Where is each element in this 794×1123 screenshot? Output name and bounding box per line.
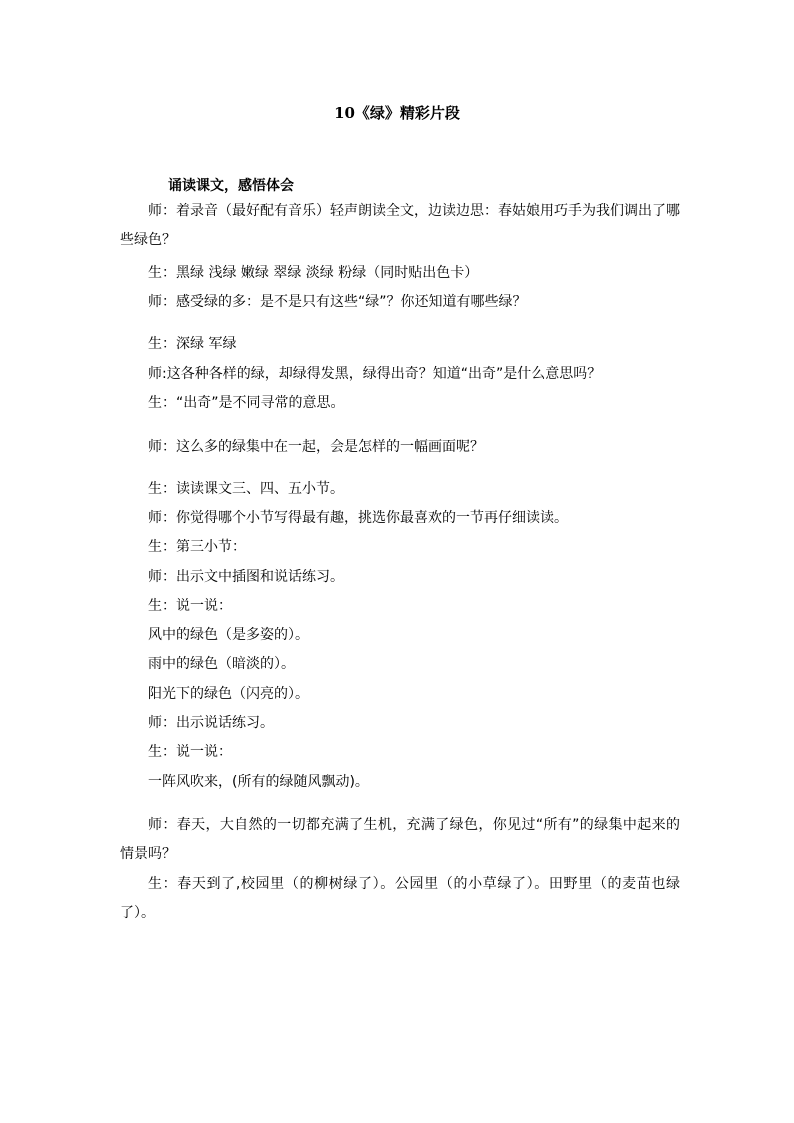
paragraph-19: 师：春天，大自然的一切都充满了生机，充满了绿色，你见过“所有”的绿集中起来的情景吗？ — [120, 817, 680, 862]
paragraph-11: 师：出示文中插图和说话练习。 — [148, 569, 344, 585]
paragraph-18: 一阵风吹来，(所有的绿随风飘动)。 — [148, 774, 369, 790]
paragraph-12: 生：说一说： — [148, 598, 232, 614]
paragraph-10: 生：第三小节： — [148, 539, 246, 555]
paragraph-9: 师：你觉得哪个小节写得最有趣，挑选你最喜欢的一节再仔细读读。 — [148, 510, 568, 526]
section-heading: 诵读课文，感悟体会 — [168, 178, 294, 194]
paragraph-2: 生：黑绿 浅绿 嫩绿 翠绿 淡绿 粉绿（同时贴出色卡） — [148, 265, 479, 281]
paragraph-8: 生：读读课文三、四、五小节。 — [148, 481, 344, 497]
paragraph-6: 生：“出奇”是不同寻常的意思。 — [148, 395, 345, 411]
paragraph-17: 生：说一说： — [148, 744, 232, 760]
document-title: 10《绿》精彩片段 — [334, 104, 460, 122]
paragraph-15: 阳光下的绿色（闪亮的）。 — [148, 686, 309, 702]
paragraph-16: 师：出示说话练习。 — [148, 715, 274, 731]
paragraph-1: 师：着录音（最好配有音乐）轻声朗读全文，边读边思：春姑娘用巧手为我们调出了哪些绿色？ — [120, 203, 680, 248]
paragraph-7: 师：这么多的绿集中在一起，会是怎样的一幅画面呢？ — [148, 439, 484, 455]
paragraph-3: 师：感受绿的多：是不是只有这些“绿”？你还知道有哪些绿？ — [148, 294, 527, 310]
paragraph-13: 风中的绿色（是多姿的）。 — [148, 627, 309, 643]
paragraph-14: 雨中的绿色（暗淡的）。 — [148, 656, 295, 672]
paragraph-4: 生：深绿 军绿 — [148, 336, 237, 352]
paragraph-20: 生：春天到了,校园里（的柳树绿了）。公园里（的小草绿了）。田野里（的麦苗也绿了）。 — [120, 876, 680, 921]
paragraph-5: 师:这各种各样的绿，却绿得发黑，绿得出奇？知道“出奇”是什么意思吗？ — [148, 366, 602, 382]
